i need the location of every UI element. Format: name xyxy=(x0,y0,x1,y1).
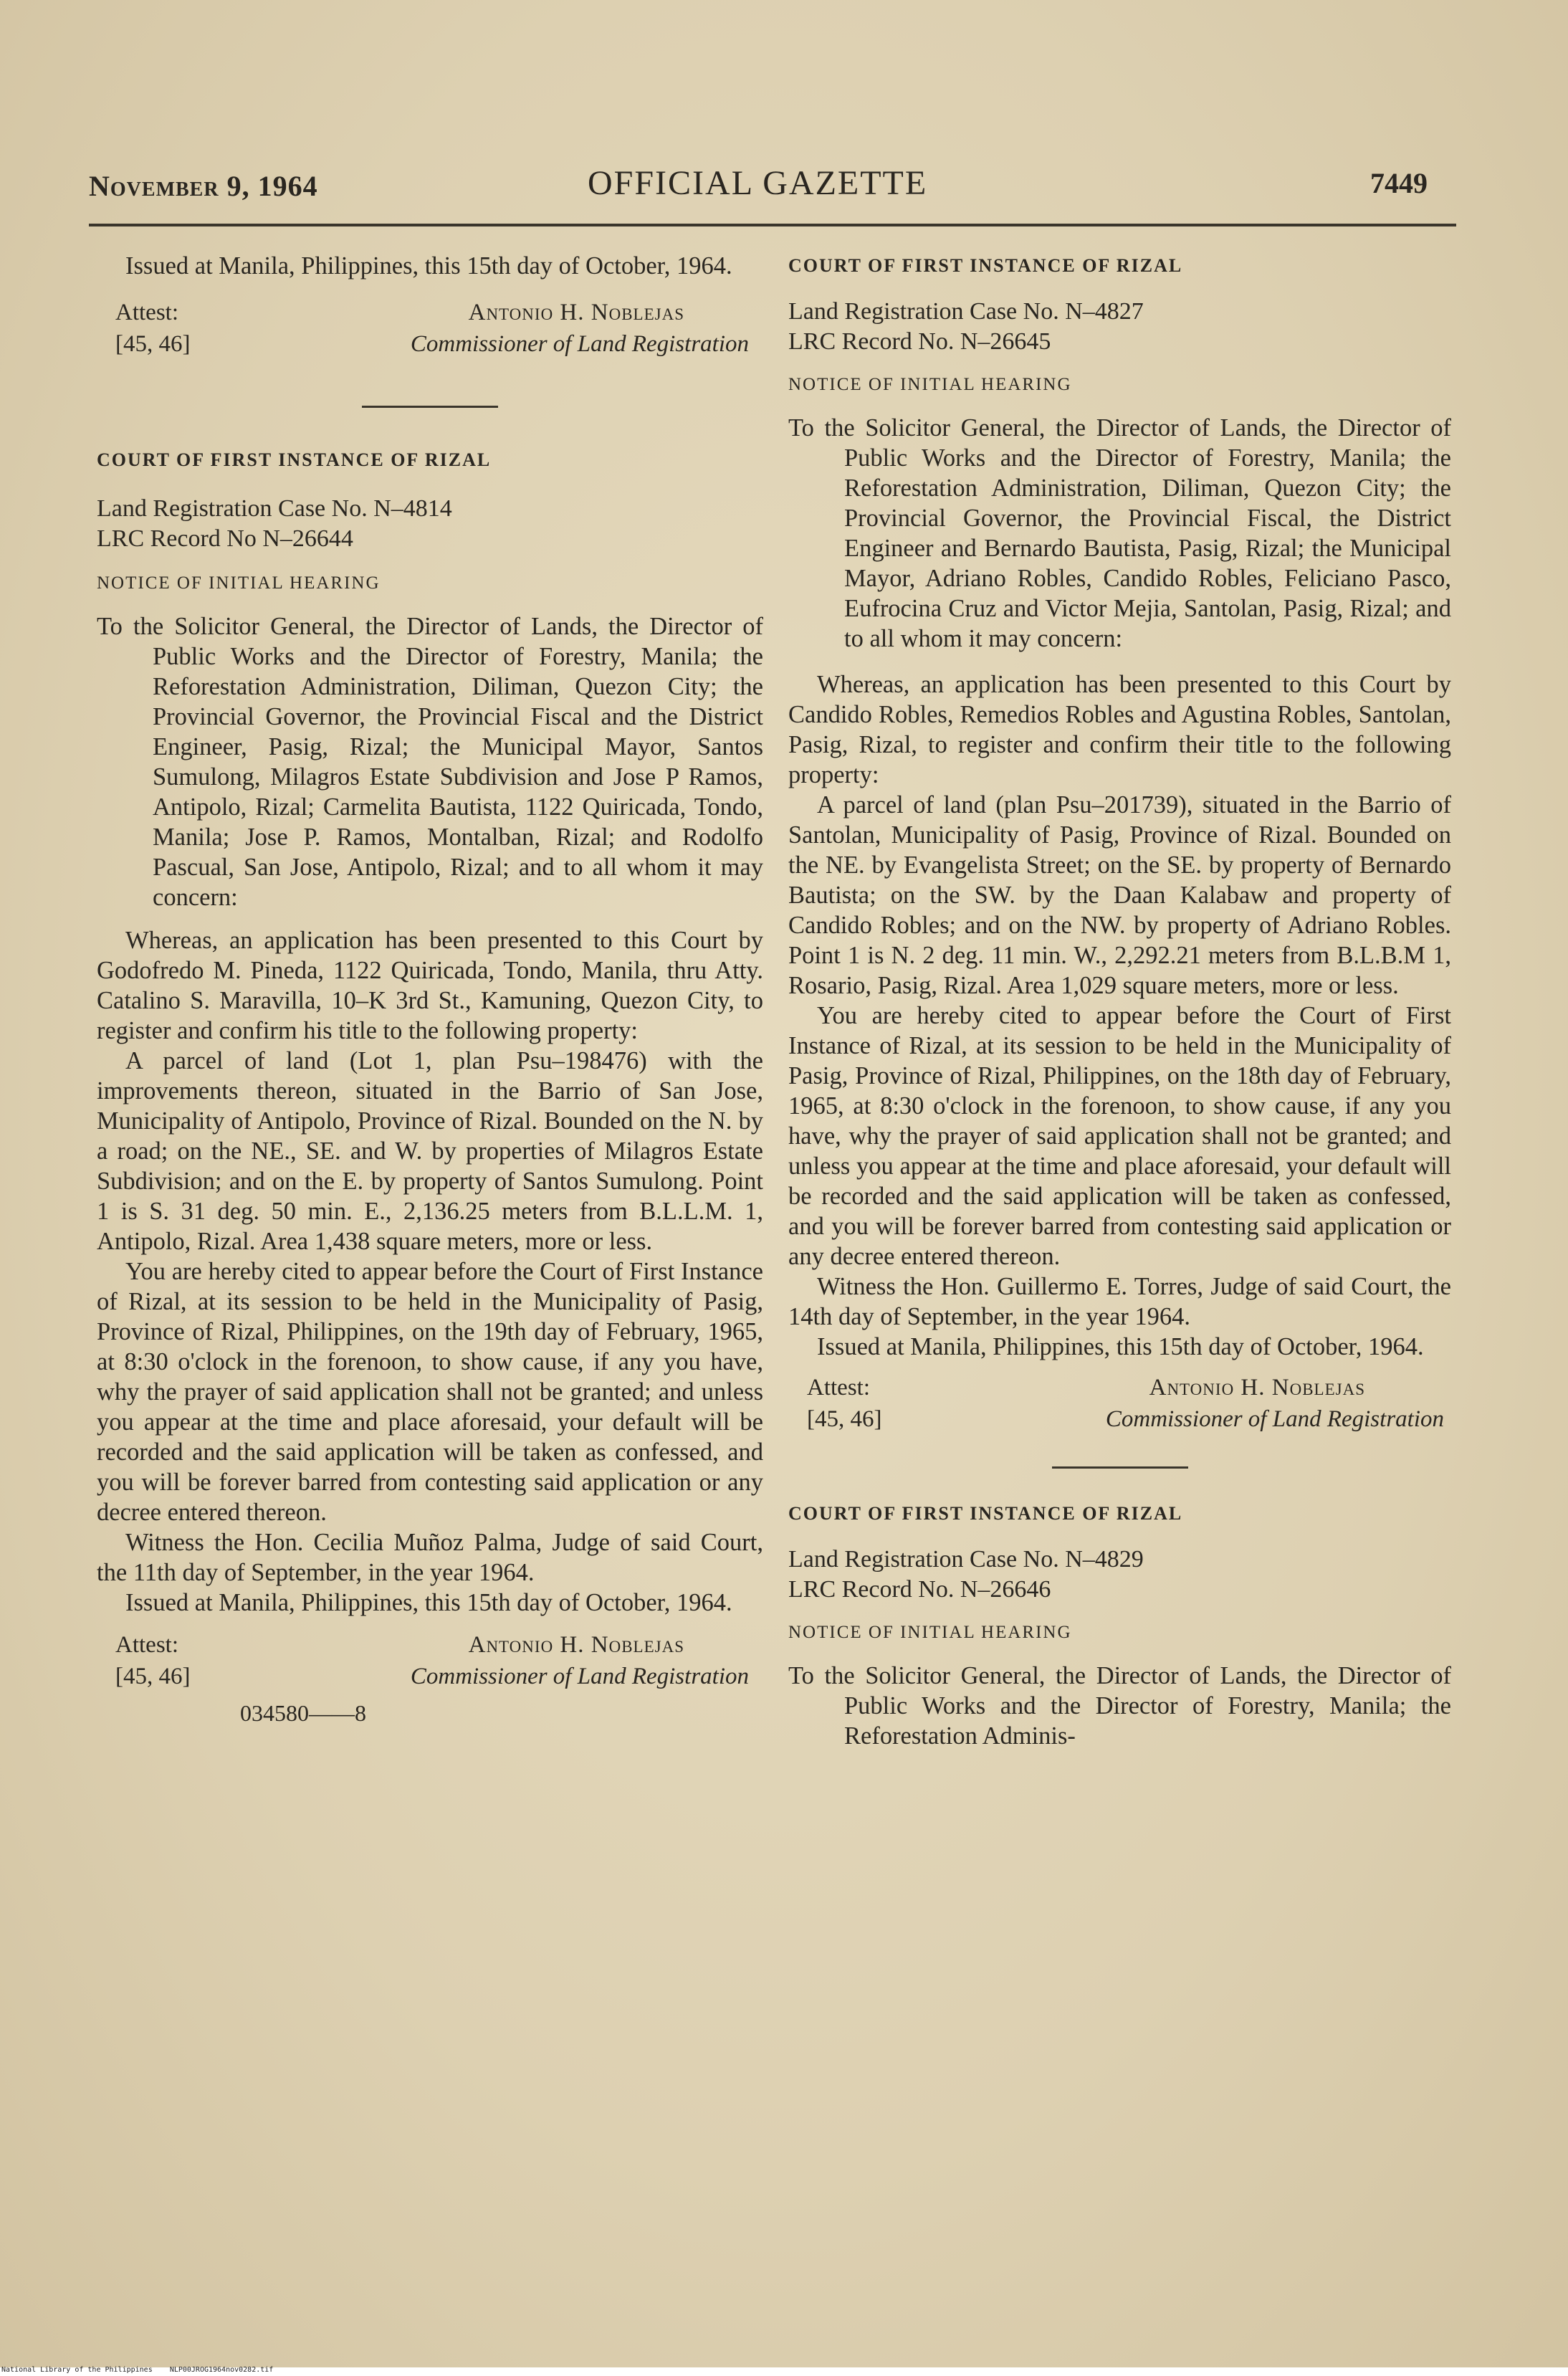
lrc-record: LRC Record No. N–26646 xyxy=(788,1576,1051,1603)
signer-name: Antonio H. Noblejas xyxy=(468,1632,684,1658)
library-name: National Library of the Philippines xyxy=(1,2366,153,2374)
parcel-description: A parcel of land (Lot 1, plan Psu–198476) with the improvements thereon, situated in the Barrio of San Jose, Municipality of Antipolo, Province of Rizal. Bounded on the N. by a road; on the NE., SE. and W. by properties of Milagros Estate Subdivision; and on the E. by property of Santos Sumulong. Point 1 is S. 31 deg. 50 min. E., 2,136.25 meters from B.L.L.M. 1, Antipolo, Rizal. Area 1,438 square meters, more or less. xyxy=(97,1047,763,1255)
attest-ref: [45, 46] xyxy=(115,331,191,357)
attest-ref: [45, 46] xyxy=(807,1406,882,1432)
whereas-text: Whereas, an application has been presented to this Court by Candido Robles, Remedios Robles and Agustina Robles, Santolan, Pasig, Rizal, to register and confirm their title to the following property: xyxy=(788,671,1451,788)
addressees-text: To the Solicitor General, the Director of Lands, the Director of Public Works and the Director of Forestry, Manila; the Reforestation Administration, Diliman, Quezon City; the Provincial Governor, the Provincial Fiscal, the District Engineer and Bernardo Bautista, Pasig, Rizal; the Municipal Mayor, Adriano Robles, Candido Robles, Feliciano Pasco, Eufrocina Cruz and Victor Mejia, Santolan, Pasig, Rizal; and to all whom it may concern: xyxy=(788,414,1451,652)
citation-text: You are hereby cited to appear before the Court of First Instance of Rizal, at its session to be held in the Municipality of Pasig, Province of Rizal, Philippines, on the 19th day of February, 1965, at 8:30 o'clock in the forenoon, to show cause, if any you have, why the prayer of said application shall not be granted; and unless you appear at the time and place aforesaid, your default will be recorded and the said application will be taken as confessed, and you will be forever barred from contesting said application or any decree entered thereon. xyxy=(97,1258,763,1526)
addressees-text: To the Solicitor General, the Director of Lands, the Director of Public Works and the Director of Forestry, Manila; the Reforestation Administration, Diliman, Quezon City; the Provincial Governor, the Provincial Fiscal and the District Engineer, Pasig, Rizal; the Municipal Mayor, Santos Sumulong, Milagros Estate Subdivision and Jose P Ramos, Antipolo, Rizal; Carmelita Bautista, 1122 Quiricada, Tondo, Manila; Jose P. Ramos, Montalban, Rizal; and Rodolfo Pascual, San Jose, Antipolo, Rizal; and to all whom it may concern: xyxy=(97,613,763,911)
addressees-text: To the Solicitor General, the Director of Lands, the Director of Public Works and the Director of Forestry, Manila; the Reforestation Adminis- xyxy=(788,1662,1451,1750)
page-header xyxy=(0,163,1568,206)
signer-title: Commissioner of Land Registration xyxy=(410,1664,749,1689)
intro-issued-text: Issued at Manila, Philippines, this 15th day of October, 1964. xyxy=(125,252,732,280)
notice-heading: NOTICE OF INITIAL HEARING xyxy=(788,1623,1072,1642)
right-column xyxy=(788,251,1451,1751)
print-code: 034580——8 xyxy=(240,1700,366,1726)
header-rule xyxy=(89,224,1456,226)
attest-ref: [45, 46] xyxy=(115,1664,191,1689)
signer-title: Commissioner of Land Registration xyxy=(1105,1406,1444,1432)
signer-title: Commissioner of Land Registration xyxy=(410,331,749,357)
attest-label: Attest: xyxy=(115,1632,178,1658)
attest-title-line xyxy=(97,1661,763,1692)
notice-heading: NOTICE OF INITIAL HEARING xyxy=(97,573,381,593)
citation-text: You are hereby cited to appear before the Court of First Instance of Rizal, at its session to be held in the Municipality of Pasig, Province of Rizal, Philippines, on the 18th day of February, 1965, at 8:30 o'clock in the forenoon, to show cause, if any you have, why the prayer of said application shall not be granted; and unless you appear at the time and place aforesaid, your default will be recorded and the said application will be taken as confessed, and you will be forever barred from contesting said application or any decree entered thereon. xyxy=(788,1002,1451,1270)
issued-text: Issued at Manila, Philippines, this 15th day of October, 1964. xyxy=(125,1589,732,1616)
signer-name: Antonio H. Noblejas xyxy=(1149,1375,1365,1401)
attest-label: Attest: xyxy=(807,1375,870,1401)
intro-attest-line xyxy=(97,297,763,328)
lrc-record: LRC Record No. N–26645 xyxy=(788,328,1051,355)
footer-label xyxy=(1,2366,273,2374)
header-date: November 9, 1964 xyxy=(89,170,318,202)
witness-text: Witness the Hon. Guillermo E. Torres, Judge of said Court, the 14th day of September, in the year 1964. xyxy=(788,1273,1451,1330)
left-column xyxy=(97,251,763,1728)
parcel-description: A parcel of land (plan Psu–201739), situated in the Barrio of Santolan, Municipality of Pasig, Province of Rizal. Bounded on the NE. by Evangelista Street; on the SE. by property of Bernardo Bautista; on the SW. by the Daan Kalabaw and property of Candido Robles; and on the NW. by property of Adriano Robles. Point 1 is N. 2 deg. 11 min. W., 2,292.21 meters from B.L.B.M 1, Rosario, Pasig, Rizal. Area 1,029 square meters, more or less. xyxy=(788,791,1451,999)
file-name: NLP00JROG1964nov0282.tif xyxy=(169,2366,274,2374)
intro-attest-title-line xyxy=(97,328,763,360)
issued-text: Issued at Manila, Philippines, this 15th day of October, 1964. xyxy=(817,1333,1424,1360)
signer-name: Antonio H. Noblejas xyxy=(468,300,684,325)
page-number: 7449 xyxy=(1370,167,1428,199)
header-title: OFFICIAL GAZETTE xyxy=(588,164,928,202)
lrc-record: LRC Record No N–26644 xyxy=(97,525,353,552)
scan-footer xyxy=(0,2367,1568,2376)
attest-line xyxy=(97,1629,763,1661)
attest-line xyxy=(788,1372,1451,1403)
court-heading: COURT OF FIRST INSTANCE OF RIZAL xyxy=(97,449,492,470)
case-number: Land Registration Case No. N–4827 xyxy=(788,298,1144,325)
case-number: Land Registration Case No. N–4829 xyxy=(788,1546,1144,1573)
notice-heading: NOTICE OF INITIAL HEARING xyxy=(788,375,1072,394)
court-heading: COURT OF FIRST INSTANCE OF RIZAL xyxy=(788,1503,1183,1524)
court-heading: COURT OF FIRST INSTANCE OF RIZAL xyxy=(788,255,1183,276)
attest-title-line xyxy=(788,1403,1451,1435)
attest-label: Attest: xyxy=(115,300,178,325)
case-number: Land Registration Case No. N–4814 xyxy=(97,495,452,522)
witness-text: Witness the Hon. Cecilia Muñoz Palma, Judge of said Court, the 11th day of September, in the year 1964. xyxy=(97,1529,763,1586)
whereas-text: Whereas, an application has been presented to this Court by Godofredo M. Pineda, 1122 Quiricada, Tondo, Manila, thru Atty. Catalino S. Maravilla, 10–K 3rd St., Kamuning, Quezon City, to register and confirm his title to the following property: xyxy=(97,927,763,1044)
